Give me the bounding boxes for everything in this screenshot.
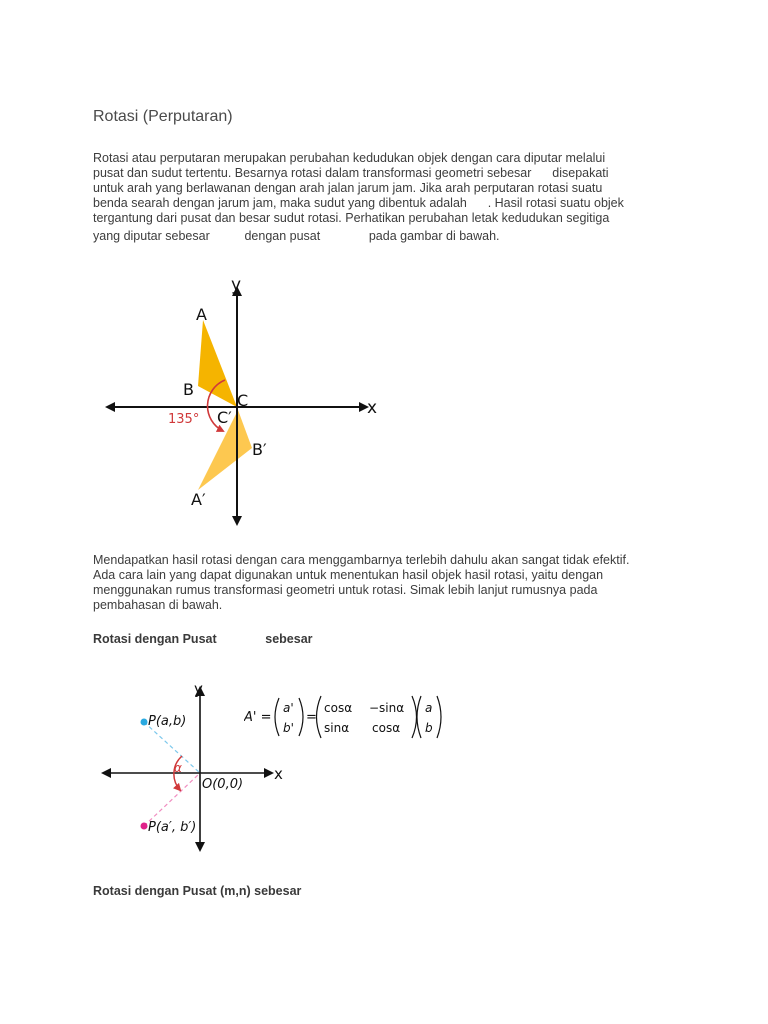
intro-paragraph (93, 151, 693, 244)
label-b-prime: B′ (252, 440, 267, 459)
second-line: pembahasan di bawah. (93, 598, 223, 612)
section-heading-origin: Rotasi dengan Pusat sebesar (93, 632, 313, 646)
section-heading-mn: Rotasi dengan Pusat (m,n) sebesar (93, 884, 302, 898)
second-paragraph (93, 553, 693, 613)
matrix-m21: sinα (324, 721, 350, 735)
vec-bottom: b' (283, 721, 294, 735)
col-top: a (425, 701, 433, 715)
label-a-prime: A′ (191, 490, 206, 509)
col-bottom: b (425, 721, 433, 735)
label-b: B (183, 380, 194, 399)
matrix-m11: cosα (324, 701, 353, 715)
label-a: A (196, 305, 207, 324)
label-p-prime: P(a′, b′) (148, 820, 197, 835)
intro-line: Rotasi atau perputaran merupakan perubahan kedudukan objek dengan cara diputar melalui (93, 151, 606, 165)
matrix-m22: cosα (372, 721, 401, 735)
intro-line: benda searah dengan jarum jam, maka sudut yang dibentuk adalah . Hasil rotasi suatu objek (93, 196, 624, 210)
matrix-m12: −sinα (369, 701, 405, 715)
rotation-figure-135 (95, 268, 395, 530)
intro-line: untuk arah yang berlawanan dengan arah jalan jarum jam. Jika arah perputaran rotasi suatu (93, 181, 603, 195)
intro-line: pusat dan sudut tertentu. Besarnya rotasi dalam transformasi geometri sebesar disepakati (93, 166, 609, 180)
second-line: Mendapatkan hasil rotasi dengan cara menggambarnya terlebih dahulu akan sangat tidak efektif. (93, 553, 630, 567)
angle-label: 135° (168, 412, 200, 427)
point-p (141, 719, 148, 726)
intro-line: yang diputar sebesar dengan pusat pada gambar di bawah. (93, 229, 500, 243)
label-c-prime: C′ (217, 408, 232, 427)
y-label: y (231, 275, 242, 295)
label-origin: O(0,0) (202, 777, 244, 792)
page-title: Rotasi (Perputaran) (93, 108, 233, 125)
alpha-label: α (174, 761, 182, 775)
x-label: x (274, 765, 283, 783)
rotation-matrix-formula (244, 692, 448, 742)
formula-equals: = (306, 710, 317, 725)
y-label: y (194, 680, 203, 698)
label-c: C (237, 391, 249, 410)
ray-p (144, 722, 200, 773)
vec-top: a' (283, 701, 294, 715)
triangle-original (198, 320, 237, 407)
x-label: x (367, 398, 378, 418)
second-line: menggunakan rumus transformasi geometri untuk rotasi. Simak lebih lanjut rumusnya pada (93, 583, 598, 597)
ray-p-prime (144, 773, 200, 826)
formula-lhs: A' = (244, 710, 272, 725)
second-line: Ada cara lain yang dapat digunakan untuk menentukan hasil objek hasil rotasi, yaitu dengan (93, 568, 604, 582)
intro-line: tergantung dari pusat dan besar sudut rotasi. Perhatikan perubahan letak kedudukan segitiga (93, 211, 610, 225)
label-p: P(a,b) (148, 714, 187, 729)
point-p-prime (141, 823, 148, 830)
